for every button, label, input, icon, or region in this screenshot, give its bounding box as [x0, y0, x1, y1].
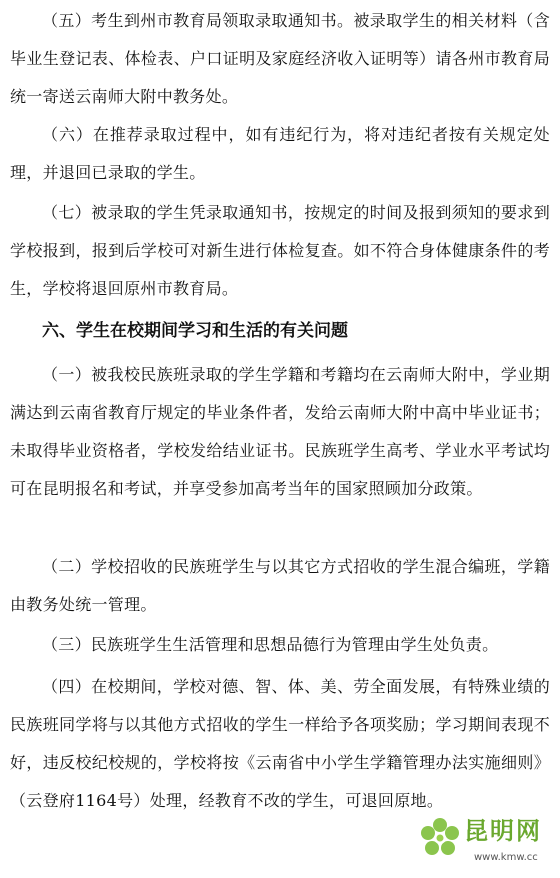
- paragraph-5: （五）考生到州市教育局领取录取通知书。被录取学生的相关材料（含毕业生登记表、体检表、户口证明及家庭经济收入证明等）请各州市教育局统一寄送云南师大附中教务处。: [10, 11, 550, 106]
- site-watermark: [418, 814, 550, 870]
- watermark-title: 昆明网: [464, 817, 542, 845]
- paragraph-7: （七）被录取的学生凭录取通知书，按规定的时间及报到须知的要求到学校报到，报到后学校可对新生进行体检复查。如不符合身体健康条件的考生，学校将退回原州市教育局。: [10, 203, 550, 298]
- flower-logo-icon: [418, 816, 462, 860]
- paragraph-2: （二）学校招收的民族班学生与以其它方式招收的学生混合编班，学籍由教务处统一管理。: [10, 557, 550, 614]
- paragraph-1: （一）被我校民族班录取的学生学籍和考籍均在云南师大附中，学业期满达到云南省教育厅规定的毕业条件者，发给云南师大附中高中毕业证书；未取得毕业资格者，学校发给结业证书。民族班学生高考、学业水平考试均可在昆明报名和考试，并享受参加高考当年的国家照顾加分政策。: [10, 365, 550, 498]
- paragraph-3: （三）民族班学生生活管理和思想品德行为管理由学生处负责。: [42, 635, 499, 654]
- paragraph-4: （四）在校期间，学校对德、智、体、美、劳全面发展，有特殊业绩的民族班同学将与以其他方式招收的学生一样给予各项奖励；学习期间表现不好，违反校纪校规的，学校将按《云南省中小学生学籍管理办法实施细则》（云登府1164号）处理，经教育不改的学生，可退回原地。: [10, 677, 550, 810]
- section-heading: 六、学生在校期间学习和生活的有关问题: [42, 321, 348, 341]
- paragraph-6: （六）在推荐录取过程中，如有违纪行为，将对违纪者按有关规定处理，并退回已录取的学生。: [10, 125, 550, 182]
- watermark-url: www.kmw.cc: [474, 852, 538, 863]
